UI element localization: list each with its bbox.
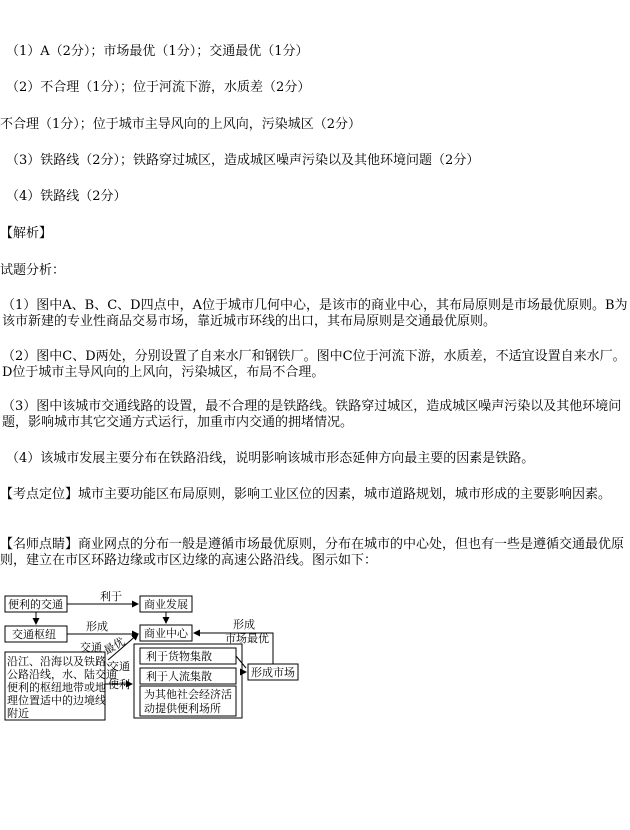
- txt-locations-1: 公路沿线，水、陆交通: [7, 668, 117, 681]
- lbl-traffic: 交通: [80, 641, 102, 654]
- mingshi-section: 【名师点睛】商业网点的分布一般是遵循市场最优原则，分布在城市的中心处，但也有一些是遵循交通最优原则，建立在市区环路边缘或市区边缘的高速公路沿线。图示如下：: [0, 537, 625, 568]
- lbl-form1: 形成: [86, 620, 108, 633]
- answer-1: （1）A（2分）；市场最优（1分）；交通最优（1分）: [6, 44, 309, 59]
- analysis-para-4: （4）该城市发展主要分布在铁路沿线，说明影响该城市形态延伸方向最主要的因素是铁路。: [6, 451, 535, 466]
- lbl-market-best: 市场最优: [225, 632, 269, 645]
- txt-commerce-dev: 商业发展: [144, 598, 188, 611]
- analysis-intro: 试题分析：: [0, 263, 66, 278]
- analysis-para-3: （3）图中该城市交通线路的设置，最不合理的是铁路线。铁路穿过城区，造成城区噪声污染以及其他环境问题，影响城市其它交通方式运行，加重市内交通的拥堵情况。: [2, 399, 622, 430]
- lbl-form2: 形成: [233, 618, 255, 631]
- analysis-para-1: （1）图中A、B、C、D四点中，A位于城市几何中心，是该市的商业中心，其布局原则是市场最优原则。B为该市新建的专业性商品交易市场，靠近城市环线的出口，其布局原则是交通最优原则。: [2, 298, 628, 329]
- txt-traffic-hub: 交通枢纽: [12, 628, 56, 641]
- txt-people: 利于人流集散: [146, 670, 212, 683]
- analysis-para-2: （2）图中C、D两处，分别设置了自来水厂和钢铁厂。图中C位于河流下游，水质差，不适宜设置自来水厂。D位于城市主导风向的上风向，污染城区，布局不合理。: [2, 349, 626, 380]
- txt-market: 形成市场: [251, 666, 295, 679]
- txt-commerce-center: 商业中心: [144, 627, 188, 640]
- txt-other-0: 为其他社会经济活: [144, 688, 232, 701]
- lbl-benefit: 利于: [100, 590, 122, 603]
- txt-convenient-traffic: 便利的交通: [8, 598, 63, 611]
- txt-locations-4: 附近: [7, 707, 29, 720]
- kaodian-section: 【考点定位】城市主要功能区布局原则，影响工业区位的因素，城市道路规划，城市形成的主要影响因素。: [0, 487, 612, 502]
- answer-2b: 不合理（1分）；位于城市主导风向的上风向，污染城区（2分）: [0, 117, 362, 132]
- answer-4: （4）铁路线（2分）: [6, 189, 127, 204]
- txt-locations-0: 沿江、沿海以及铁路、: [7, 655, 117, 668]
- txt-goods: 利于货物集散: [146, 650, 212, 663]
- answer-2: （2）不合理（1分）；位于河流下游，水质差（2分）: [6, 80, 311, 95]
- txt-other-1: 动提供便利场所: [144, 702, 221, 715]
- analysis-heading: 【解析】: [0, 226, 53, 241]
- answer-3: （3）铁路线（2分）；铁路穿过城区，造成城区噪声污染以及其他环境问题（2分）: [6, 153, 480, 168]
- lbl-traffic2: 交通: [108, 660, 130, 673]
- txt-locations-2: 便利的枢纽地带或地: [7, 681, 106, 694]
- lbl-convenient: 便利: [108, 678, 130, 691]
- lbl-best: 最优: [101, 634, 128, 658]
- txt-locations-3: 理位置适中的边境线: [7, 694, 106, 707]
